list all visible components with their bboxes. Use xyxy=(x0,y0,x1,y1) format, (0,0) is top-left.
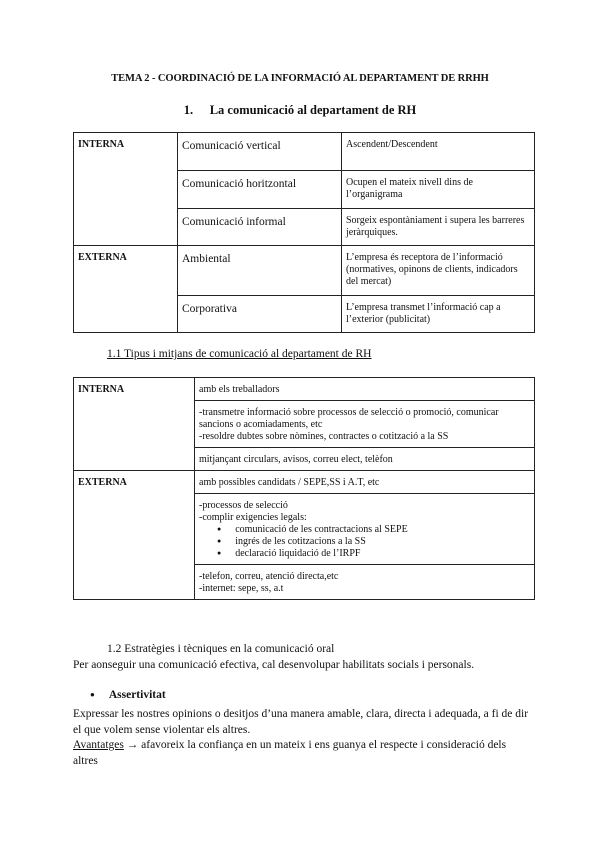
description-cell: Ascendent/Descendent xyxy=(342,133,535,171)
subsection-heading: 1.2 Estratègies i tècniques en la comunicació oral xyxy=(107,643,335,655)
list-item: ● declaració liquidació de l’IRPF xyxy=(237,548,530,560)
cell-line: -processos de selecció xyxy=(199,500,288,511)
intro-paragraph: Per aonseguir una comunicació efectiva, cal desenvolupar habilitats socials i personals. xyxy=(73,659,475,671)
paragraph: Expressar les nostres opinions o desitjos d’una manera amable, clara, directa i adequada, a fi de dir el que volem sense violentar els altres. xyxy=(73,708,529,736)
list-item: ● comunicació de les contractacions al SEPE xyxy=(237,524,530,536)
table-cell: amb possibles candidats / SEPE,SS i A.T, etc xyxy=(195,471,535,494)
table-row xyxy=(74,471,535,494)
advantages-text: → afavoreix la confiança en un mateix i ens guanya el respecte i consideració dels altres xyxy=(73,739,507,767)
cell-line: -internet: sepe, ss, a.t xyxy=(199,583,284,594)
description-cell: Ocupen el mateix nivell dins de l’organigrama xyxy=(342,171,535,209)
table-row xyxy=(74,378,535,401)
heading-label: Assertivitat xyxy=(108,689,166,701)
list-item: ● ingrés de les cotitzacions a la SS xyxy=(237,536,530,548)
bullet-icon: ● xyxy=(90,690,95,699)
category-externa: EXTERNA xyxy=(74,246,178,333)
cell-line: -resoldre dubtes sobre nòmines, contractes o cotització a la SS xyxy=(199,431,449,442)
table-row xyxy=(74,133,535,171)
table-row xyxy=(74,246,535,296)
type-cell: Corporativa xyxy=(178,296,342,333)
table-cell xyxy=(195,401,535,448)
type-cell: Ambiental xyxy=(178,246,342,296)
description-cell: Sorgeix espontàniament i supera les barreres jeràrquiques. xyxy=(342,209,535,246)
document-title: TEMA 2 - COORDINACIÓ DE LA INFORMACIÓ AL DEPARTAMENT DE RRHH xyxy=(111,73,489,84)
communication-means-table xyxy=(73,377,535,600)
communication-types-table xyxy=(73,132,535,333)
type-cell: Comunicació vertical xyxy=(178,133,342,171)
category-externa: EXTERNA xyxy=(74,471,195,600)
category-interna: INTERNA xyxy=(74,133,178,246)
cell-line: -transmetre informació sobre processos de selecció o promoció, comunicar sancions o acomiadaments, etc xyxy=(199,407,499,430)
category-interna: INTERNA xyxy=(74,378,195,471)
subsection-heading: 1.1 Tipus i mitjans de comunicació al departament de RH xyxy=(107,348,372,360)
table-cell: amb els treballadors xyxy=(195,378,535,401)
section-heading xyxy=(0,103,600,118)
assertivitat-heading xyxy=(90,689,166,701)
advantages-paragraph xyxy=(73,738,533,769)
table-cell xyxy=(195,565,535,600)
section-number: 1. xyxy=(183,103,194,117)
cell-line: -complir exigencies legals: xyxy=(199,512,307,523)
bullet-list xyxy=(199,524,530,560)
description-cell: L’empresa transmet l’informació cap a l’exterior (publicitat) xyxy=(342,296,535,333)
section-label: La comunicació al departament de RH xyxy=(209,103,417,117)
type-cell: Comunicació horitzontal xyxy=(178,171,342,209)
table-cell xyxy=(195,494,535,565)
type-cell: Comunicació informal xyxy=(178,209,342,246)
description-cell: L’empresa és receptora de l’informació (normatives, opinons de clients, indicadors del mercat) xyxy=(342,246,535,296)
cell-line: -telefon, correu, atenció directa,etc xyxy=(199,571,339,582)
advantages-label: Avantatges xyxy=(73,739,124,751)
table-cell: mitjançant circulars, avisos, correu elect, telèfon xyxy=(195,448,535,471)
